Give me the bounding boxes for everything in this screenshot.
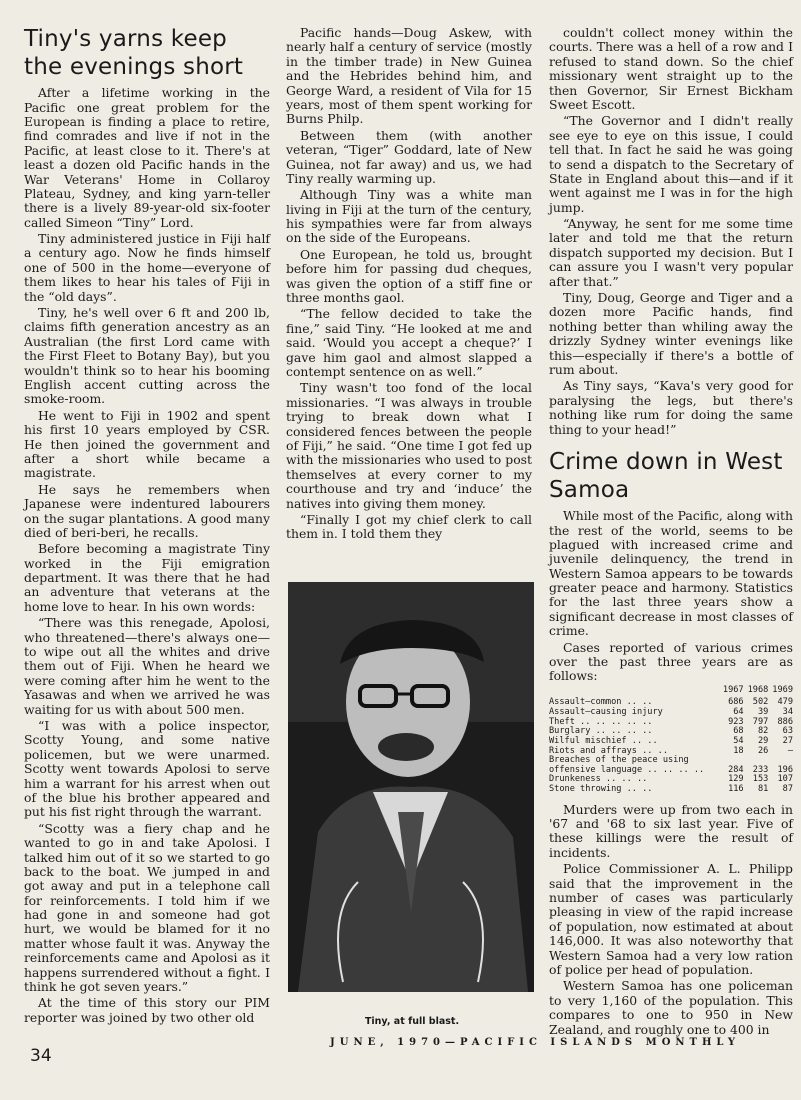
article-body <box>549 509 793 684</box>
paragraph: Between them (with another veteran, “Tiger” Goddard, late of New Guinea, not far away) and us, we had Tiny really warming up. <box>286 127 532 186</box>
crime-count: 107 <box>777 774 793 785</box>
man-in-beret-image <box>288 582 534 992</box>
crime-label: Stone throwing .. .. <box>549 784 653 795</box>
crime-label: Assault—causing injury <box>549 707 663 718</box>
article-body <box>286 26 532 542</box>
article-headline: Crime down in West Samoa <box>549 448 783 503</box>
paragraph: He says he remembers when Japanese were indentured labourers on the sugar plantations. A good many died of beri-beri, he recalls. <box>24 481 270 540</box>
paragraph: Police Commissioner A. L. Philipp said that the improvement in the number of cases was particularly pleasing in view of the rapid increase of population, now estimated at about 146,000. It was also noteworthy that Western Samoa had a very low ration of police per head of population. <box>549 861 793 977</box>
paragraph: As Tiny says, “Kava's very good for paralysing the legs, but there's nothing like rum for doing the same thing to your head!” <box>549 378 793 437</box>
crime-count: 502 <box>752 697 769 708</box>
portrait-photo <box>288 582 534 992</box>
column-3 <box>549 26 793 1039</box>
crime-count: 63 <box>782 726 793 737</box>
column-1 <box>24 26 270 1027</box>
crime-label: Assault—common .. .. <box>549 697 653 708</box>
crime-count: 54 <box>733 735 744 746</box>
column-2 <box>286 26 532 544</box>
crime-label: Breaches of the peace using offensive language .. .. .. .. <box>549 755 705 775</box>
crime-count: 886 <box>777 716 793 727</box>
crime-count: 153 <box>752 774 769 785</box>
article-body <box>549 26 793 437</box>
paragraph: couldn't collect money within the courts. There was a hell of a row and I refused to stand down. So the chief missionary went straight up to the then Governor, Sir Ernest Bickham Sweet Escott. <box>549 25 793 112</box>
paragraph: Cases reported of various crimes over the past three years are as follows: <box>549 639 793 684</box>
paragraph: Pacific hands—Doug Askew, with nearly half a century of service (mostly in the timber trade) in New Guinea and the Hebrides behind him, and George Ward, a resident of Vila for 15 years, most of them spent working for Burns Philp. <box>286 25 532 127</box>
crime-label: Theft .. .. .. .. .. <box>549 716 653 727</box>
crime-count: 81 <box>757 784 769 795</box>
paragraph: “The Governor and I didn't really see eye to eye on this issue, I could tell that. In fact he said he was going to send a dispatch to the Secretary of State in England about this—and if it went against me I was in for the high jump. <box>549 113 793 215</box>
crime-count: 18 <box>733 745 744 756</box>
paragraph: “Anyway, he sent for me some time later and told me that the return dispatch supported my decision. But I can assure you I wasn't very popular after that.” <box>549 216 793 289</box>
paragraph: One European, he told us, brought before him for passing dud cheques, was given the option of a stiff fine or three months gaol. <box>286 246 532 306</box>
crime-count: 68 <box>733 726 744 737</box>
crime-count: 26 <box>757 745 769 756</box>
crime-count: 29 <box>757 735 769 746</box>
paragraph: After a lifetime working in the Pacific one great problem for the European is finding a place to retire, find comrades and live if not in the Pacific, at least close to it. There's at least a dozen old Pacific hands in the War Veterans' Home in Collaroy Plateau, Sydney, and king yarn-teller there is a lively 89-year-old six-footer called Simeon “Tiny” Lord. <box>24 85 270 230</box>
paragraph: “Finally I got my chief clerk to call them in. I told them they <box>286 511 532 542</box>
crime-count: 797 <box>752 716 769 727</box>
crime-count: 686 <box>728 697 744 708</box>
photo-figure <box>288 582 536 1027</box>
crime-count: 64 <box>733 707 744 718</box>
paragraph: “The fellow decided to take the fine,” said Tiny. “He looked at me and said. ‘Would you accept a cheque?’ I gave him gaol and almost slapped a contempt sentence on as well.” <box>286 306 532 379</box>
crime-count: 479 <box>777 697 793 708</box>
crime-label: Drunkeness .. .. .. <box>549 774 648 785</box>
crime-count: 27 <box>782 735 793 746</box>
year-header: 1968 <box>747 684 769 695</box>
year-header: 1967 <box>722 684 744 695</box>
issue-footer: JUNE, 1970—PACIFIC ISLANDS MONTHLY <box>330 1037 740 1048</box>
crime-count: 284 <box>728 764 744 775</box>
paragraph: Tiny wasn't too fond of the local missionaries. “I was always in trouble trying to break down what I considered fences between the people of Fiji,” he said. “One time I got fed up with the missionaries who used to post themselves at every corner to my courthouse and try and ‘induce’ the natives into giving them money. <box>286 380 532 511</box>
photo-caption: Tiny, at full blast. <box>364 1016 460 1027</box>
crime-count: 129 <box>728 774 744 785</box>
paragraph: Tiny, Doug, George and Tiger and a dozen more Pacific hands, find nothing better than whiling away the drizzly Sydney winter evenings like this—especially if there's a bottle of rum about. <box>549 290 793 377</box>
crime-count: 196 <box>777 764 793 775</box>
crime-count: 82 <box>757 726 769 737</box>
paragraph: While most of the Pacific, along with the rest of the world, seems to be plagued with increased crime and juvenile delinquency, the trend in Western Samoa appears to be towards greater peace and harmony. Statistics for the last three years show a significant decrease in most classes of crime. <box>549 508 793 639</box>
crime-count: 39 <box>757 707 769 718</box>
article-headline: Tiny's yarns keep the evenings short <box>24 26 244 80</box>
paragraph: “There was this renegade, Apolosi, who threatened—there's always one—to wipe out all the whites and drive them out of Fiji. When he heard we were coming after him he went to the Yasawas and when we arrived he was waiting for us with about 500 men. <box>24 615 270 717</box>
crime-count: 34 <box>782 707 793 718</box>
paragraph: Tiny, he's well over 6 ft and 200 lb, claims fifth generation ancestry as an Australian (the first Lord came with the First Fleet to Botany Bay), but you wouldn't think so to hear his booming English accent cutting across the smoke-room. <box>24 305 270 407</box>
crime-count: — <box>787 745 793 756</box>
crime-label: Wilful mischief .. .. <box>549 735 658 746</box>
paragraph: Although Tiny was a white man living in Fiji at the turn of the century, his sympathies were far from always on the side of the Europeans. <box>286 187 532 246</box>
crime-label: Riots and affrays .. .. <box>549 745 668 756</box>
paragraph: He went to Fiji in 1902 and spent his first 10 years employed by CSR. He then joined the government and after a short while became a magistrate. <box>24 407 270 481</box>
table-row <box>549 785 793 795</box>
paragraph: Before becoming a magistrate Tiny worked in the Fiji emigration department. It was there that he had an adventure that veterans at the home love to hear. In his own words: <box>24 541 270 614</box>
article-body <box>24 86 270 1025</box>
page-number: 34 <box>30 1046 52 1066</box>
paragraph: Murders were up from two each in '67 and '68 to six last year. Five of these killings were the result of incidents. <box>549 801 793 860</box>
paragraph: Tiny administered justice in Fiji half a century ago. Now he finds himself one of 500 in the home—everyone of them likes to hear his tales of Fiji in the “old days”. <box>24 231 270 304</box>
table-row <box>549 756 793 775</box>
crime-count: 923 <box>728 716 744 727</box>
paragraph: Western Samoa has one policeman to very 1,160 of the population. This compares to one to 950 in New Zealand, and roughly one to 400 in <box>549 978 793 1037</box>
year-header: 1969 <box>772 684 793 695</box>
paragraph: “I was with a police inspector, Scotty Young, and some native policemen, but we were unarmed. Scotty went towards Apolosi to serve him a warrant for his arrest when out of the blue his brother appeared and put his fist right through the warrant. <box>24 717 270 820</box>
crime-count: 233 <box>752 764 769 775</box>
crime-count: 116 <box>728 784 744 795</box>
paragraph: “Scotty was a fiery chap and he wanted to go in and take Apolosi. I talked him out of it so we started to go back to the boat. We jumped in and got away and put in a telephone call for reinforcements. I told him if we had gone in and someone had got hurt, we would be blamed for it no matter whose fault it was. Anyway the reinforcements came and Apolosi as it happens surrendered without a fight. I think he got seven years.” <box>24 820 270 995</box>
crime-count: 87 <box>782 784 793 795</box>
paragraph: At the time of this story our PIM reporter was joined by two other old <box>24 995 270 1025</box>
crime-label: Burglary .. .. .. .. <box>549 726 653 737</box>
article-body <box>549 803 793 1037</box>
crime-statistics-table <box>549 686 793 795</box>
